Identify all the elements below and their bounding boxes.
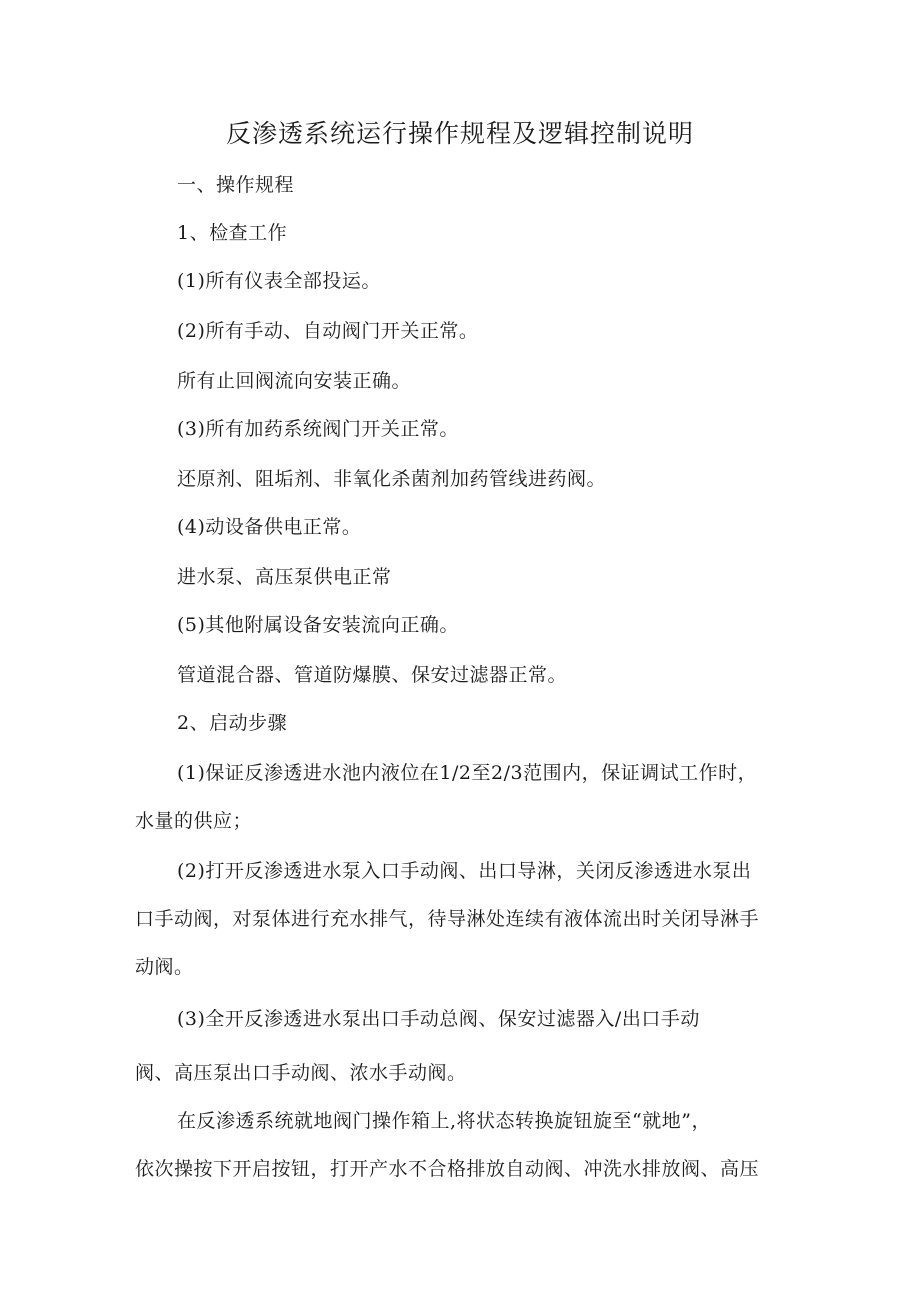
paragraph-line: 所有止回阀流向安装正确。 xyxy=(177,370,412,392)
paragraph-line: 管道混合器、管道防爆膜、保安过滤器正常。 xyxy=(177,664,568,686)
paragraph-line: (1)所有仪表全部投运。 xyxy=(177,270,381,292)
paragraph-line: 进水泵、高压泵供电正常 xyxy=(177,566,392,588)
paragraph-line: (4)动设备供电正常。 xyxy=(177,516,362,538)
paragraph-line: 依次操按下开启按钮，打开产水不合格排放自动阀、冲洗水排放阀、高压 xyxy=(135,1158,760,1180)
paragraph-line: 动阀。 xyxy=(135,956,194,978)
paragraph-line: (1)保证反渗透进水池内液位在1/2至2/3范围内，保证调试工作时， xyxy=(177,762,758,784)
paragraph-line: 还原剂、阻垢剂、非氧化杀菌剂加药管线进药阀。 xyxy=(177,468,607,490)
paragraph-line: (2)所有手动、自动阀门开关正常。 xyxy=(177,320,479,342)
subsection-heading-inspection: 1、检查工作 xyxy=(177,222,288,244)
paragraph-line: 口手动阀，对泵体进行充水排气，待导淋处连续有液体流出时关闭导淋手 xyxy=(135,908,760,930)
paragraph-line: (3)所有加药系统阀门开关正常。 xyxy=(177,418,459,440)
paragraph-line: 在反渗透系统就地阀门操作箱上,将状态转换旋钮旋至“就地”， xyxy=(177,1110,711,1132)
document-title: 反渗透系统运行操作规程及逻辑控制说明 xyxy=(225,119,694,148)
paragraph-line: (5)其他附属设备安装流向正确。 xyxy=(177,614,459,636)
paragraph-line: 水量的供应； xyxy=(135,810,253,832)
paragraph-line: (2)打开反渗透进水泵入口手动阀、出口导淋，关闭反渗透进水泵出 xyxy=(177,860,752,882)
section-heading-operation-procedures: 一、操作规程 xyxy=(177,174,295,196)
paragraph-line: 阀、高压泵出口手动阀、浓水手动阀。 xyxy=(135,1062,467,1084)
paragraph-line: (3)全开反渗透进水泵出口手动总阀、保安过滤器入/出口手动 xyxy=(177,1008,700,1030)
subsection-heading-startup-steps: 2、启动步骤 xyxy=(177,712,288,734)
